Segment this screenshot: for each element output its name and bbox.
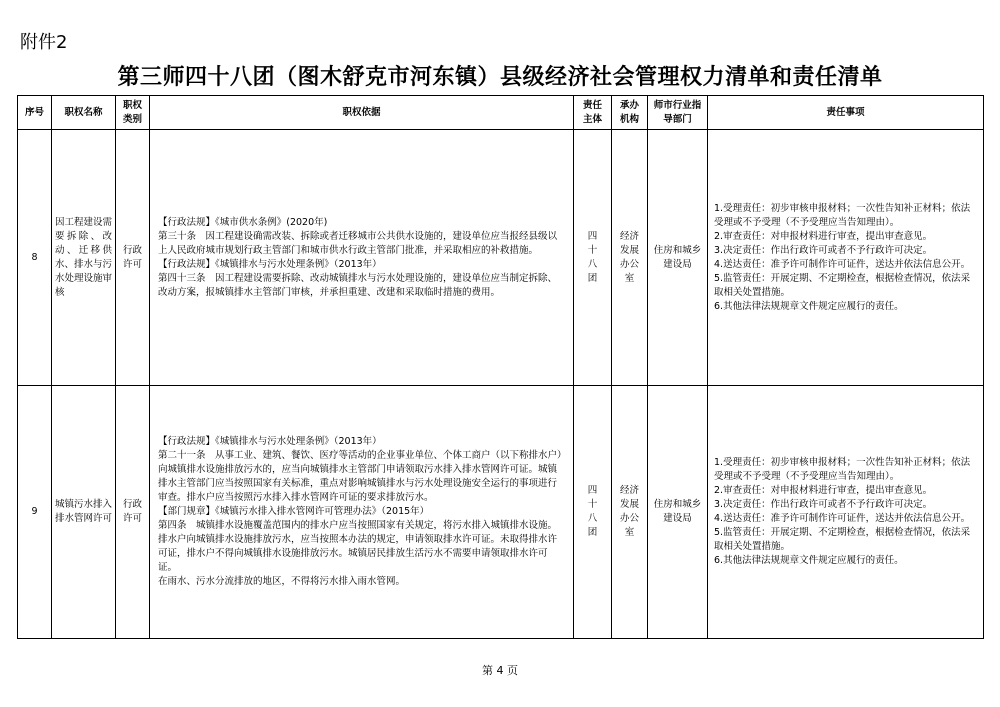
- header-category: 职权类别: [116, 96, 150, 130]
- cell-guide: 住房和城乡建设局: [648, 386, 708, 639]
- duty-line: 1.受理责任：初步审核申报材料；一次性告知补正材料；依法受理或不予受理（不予受理应当告知理由）。: [714, 457, 971, 482]
- cell-subject: 四十八团: [574, 130, 612, 386]
- header-duties: 责任事项: [708, 96, 984, 130]
- cell-basis: [150, 386, 574, 639]
- duty-line: 6.其他法律法规规章文件规定应履行的责任。: [714, 300, 904, 312]
- cell-agency: 经济发展办公室: [612, 386, 648, 639]
- page-number: 第 4 页: [482, 664, 518, 677]
- duty-line: 4.送达责任：准予许可制作许可证件，送达并依法信息公开。: [714, 258, 971, 270]
- cell-duties: [708, 386, 984, 639]
- header-seq: 序号: [18, 96, 52, 130]
- table-header-row: [18, 96, 984, 130]
- duty-line: 2.审查责任：对申报材料进行审查，提出审查意见。: [714, 485, 933, 496]
- basis-line: 【行政法规】《城镇排水与污水处理条例》（2013年）: [158, 436, 382, 447]
- header-basis: 职权依据: [150, 96, 574, 130]
- cell-duties: [708, 130, 984, 386]
- header-subject: 责任主体: [574, 96, 612, 130]
- cell-seq: 8: [18, 130, 52, 386]
- annex-label: 附件2: [20, 32, 68, 53]
- duty-line: 3.决定责任：作出行政许可或者不予行政许可决定。: [714, 499, 933, 510]
- power-list-table: [17, 95, 984, 639]
- basis-line: 第四条 城镇排水设施覆盖范围内的排水户应当按照国家有关规定，将污水排入城镇排水设施。排水户向城镇排水设施排放污水，应当按照本办法的规定，申请领取排水许可证。未取得排水许可证，排水户不得向城镇排水设施排放污水。城镇居民排放生活污水不需要申请领取排水许可证。: [158, 520, 558, 573]
- cell-seq: 9: [18, 386, 52, 639]
- cell-name: 城镇污水排入排水管网许可: [52, 386, 116, 639]
- duty-line: 3.决定责任：作出行政许可或者不予行政许可决定。: [714, 244, 933, 256]
- cell-basis: [150, 130, 574, 386]
- basis-line: 第三十条 因工程建设确需改装、拆除或者迁移城市公共供水设施的，建设单位应当报经县级以上人民政府城市规划行政主管部门和城市供水行政主管部门批准，并采取相应的补救措施。: [158, 230, 558, 256]
- basis-line: 【行政法规】《城市供水条例》(2020年): [158, 216, 328, 228]
- duty-line: 5.监管责任：开展定期、不定期检查，根据检查情况，依法采取相关处置措施。: [714, 272, 971, 298]
- cell-guide: 住房和城乡建设局: [648, 130, 708, 386]
- basis-line: 【行政法规】《城镇排水与污水处理条例》（2013年）: [158, 258, 382, 270]
- document-title: 第三师四十八团（图木舒克市河东镇）县级经济社会管理权力清单和责任清单: [117, 65, 883, 90]
- table-row: [18, 130, 984, 386]
- duty-line: 1.受理责任：初步审核申报材料；一次性告知补正材料；依法受理或不予受理（不予受理应当告知理由）。: [714, 202, 971, 228]
- cell-subject: 四十八团: [574, 386, 612, 639]
- basis-line: 【部门规章】《城镇污水排入排水管网许可管理办法》（2015年）: [158, 506, 430, 517]
- duty-line: 2.审查责任：对申报材料进行审查，提出审查意见。: [714, 230, 933, 242]
- cell-category: 行政许可: [116, 386, 150, 639]
- cell-category: 行政许可: [116, 130, 150, 386]
- header-name: 职权名称: [52, 96, 116, 130]
- basis-line: 第四十三条 因工程建设需要拆除、改动城镇排水与污水处理设施的，建设单位应当制定拆除、改动方案，报城镇排水主管部门审核，并承担重建、改建和采取临时措施的费用。: [158, 272, 558, 298]
- header-agency: 承办机构: [612, 96, 648, 130]
- duty-line: 5.监管责任：开展定期、不定期检查，根据检查情况，依法采取相关处置措施。: [714, 527, 971, 552]
- header-guide: 师市行业指导部门: [648, 96, 708, 130]
- duty-line: 4.送达责任：准予许可制作许可证件，送达并依法信息公开。: [714, 513, 971, 524]
- cell-name: 因工程建设需要拆除、改动、迁移供水、排水与污水处理设施审核: [52, 130, 116, 386]
- cell-agency: 经济发展办公室: [612, 130, 648, 386]
- basis-line: 第二十一条 从事工业、建筑、餐饮、医疗等活动的企业事业单位、个体工商户（以下称排水户）向城镇排水设施排放污水的，应当向城镇排水主管部门申请领取污水排入排水管网许可证。城镇排水主管部门应当按照国家有关标准，重点对影响城镇排水与污水处理设施安全运行的事项进行审查。排水户应当按照污水排入排水管网许可证的要求排放污水。: [158, 450, 562, 503]
- basis-line: 在雨水、污水分流排放的地区，不得将污水排入雨水管网。: [158, 576, 406, 587]
- duty-line: 6.其他法律法规规章文件规定应履行的责任。: [714, 555, 904, 566]
- table-row: [18, 386, 984, 639]
